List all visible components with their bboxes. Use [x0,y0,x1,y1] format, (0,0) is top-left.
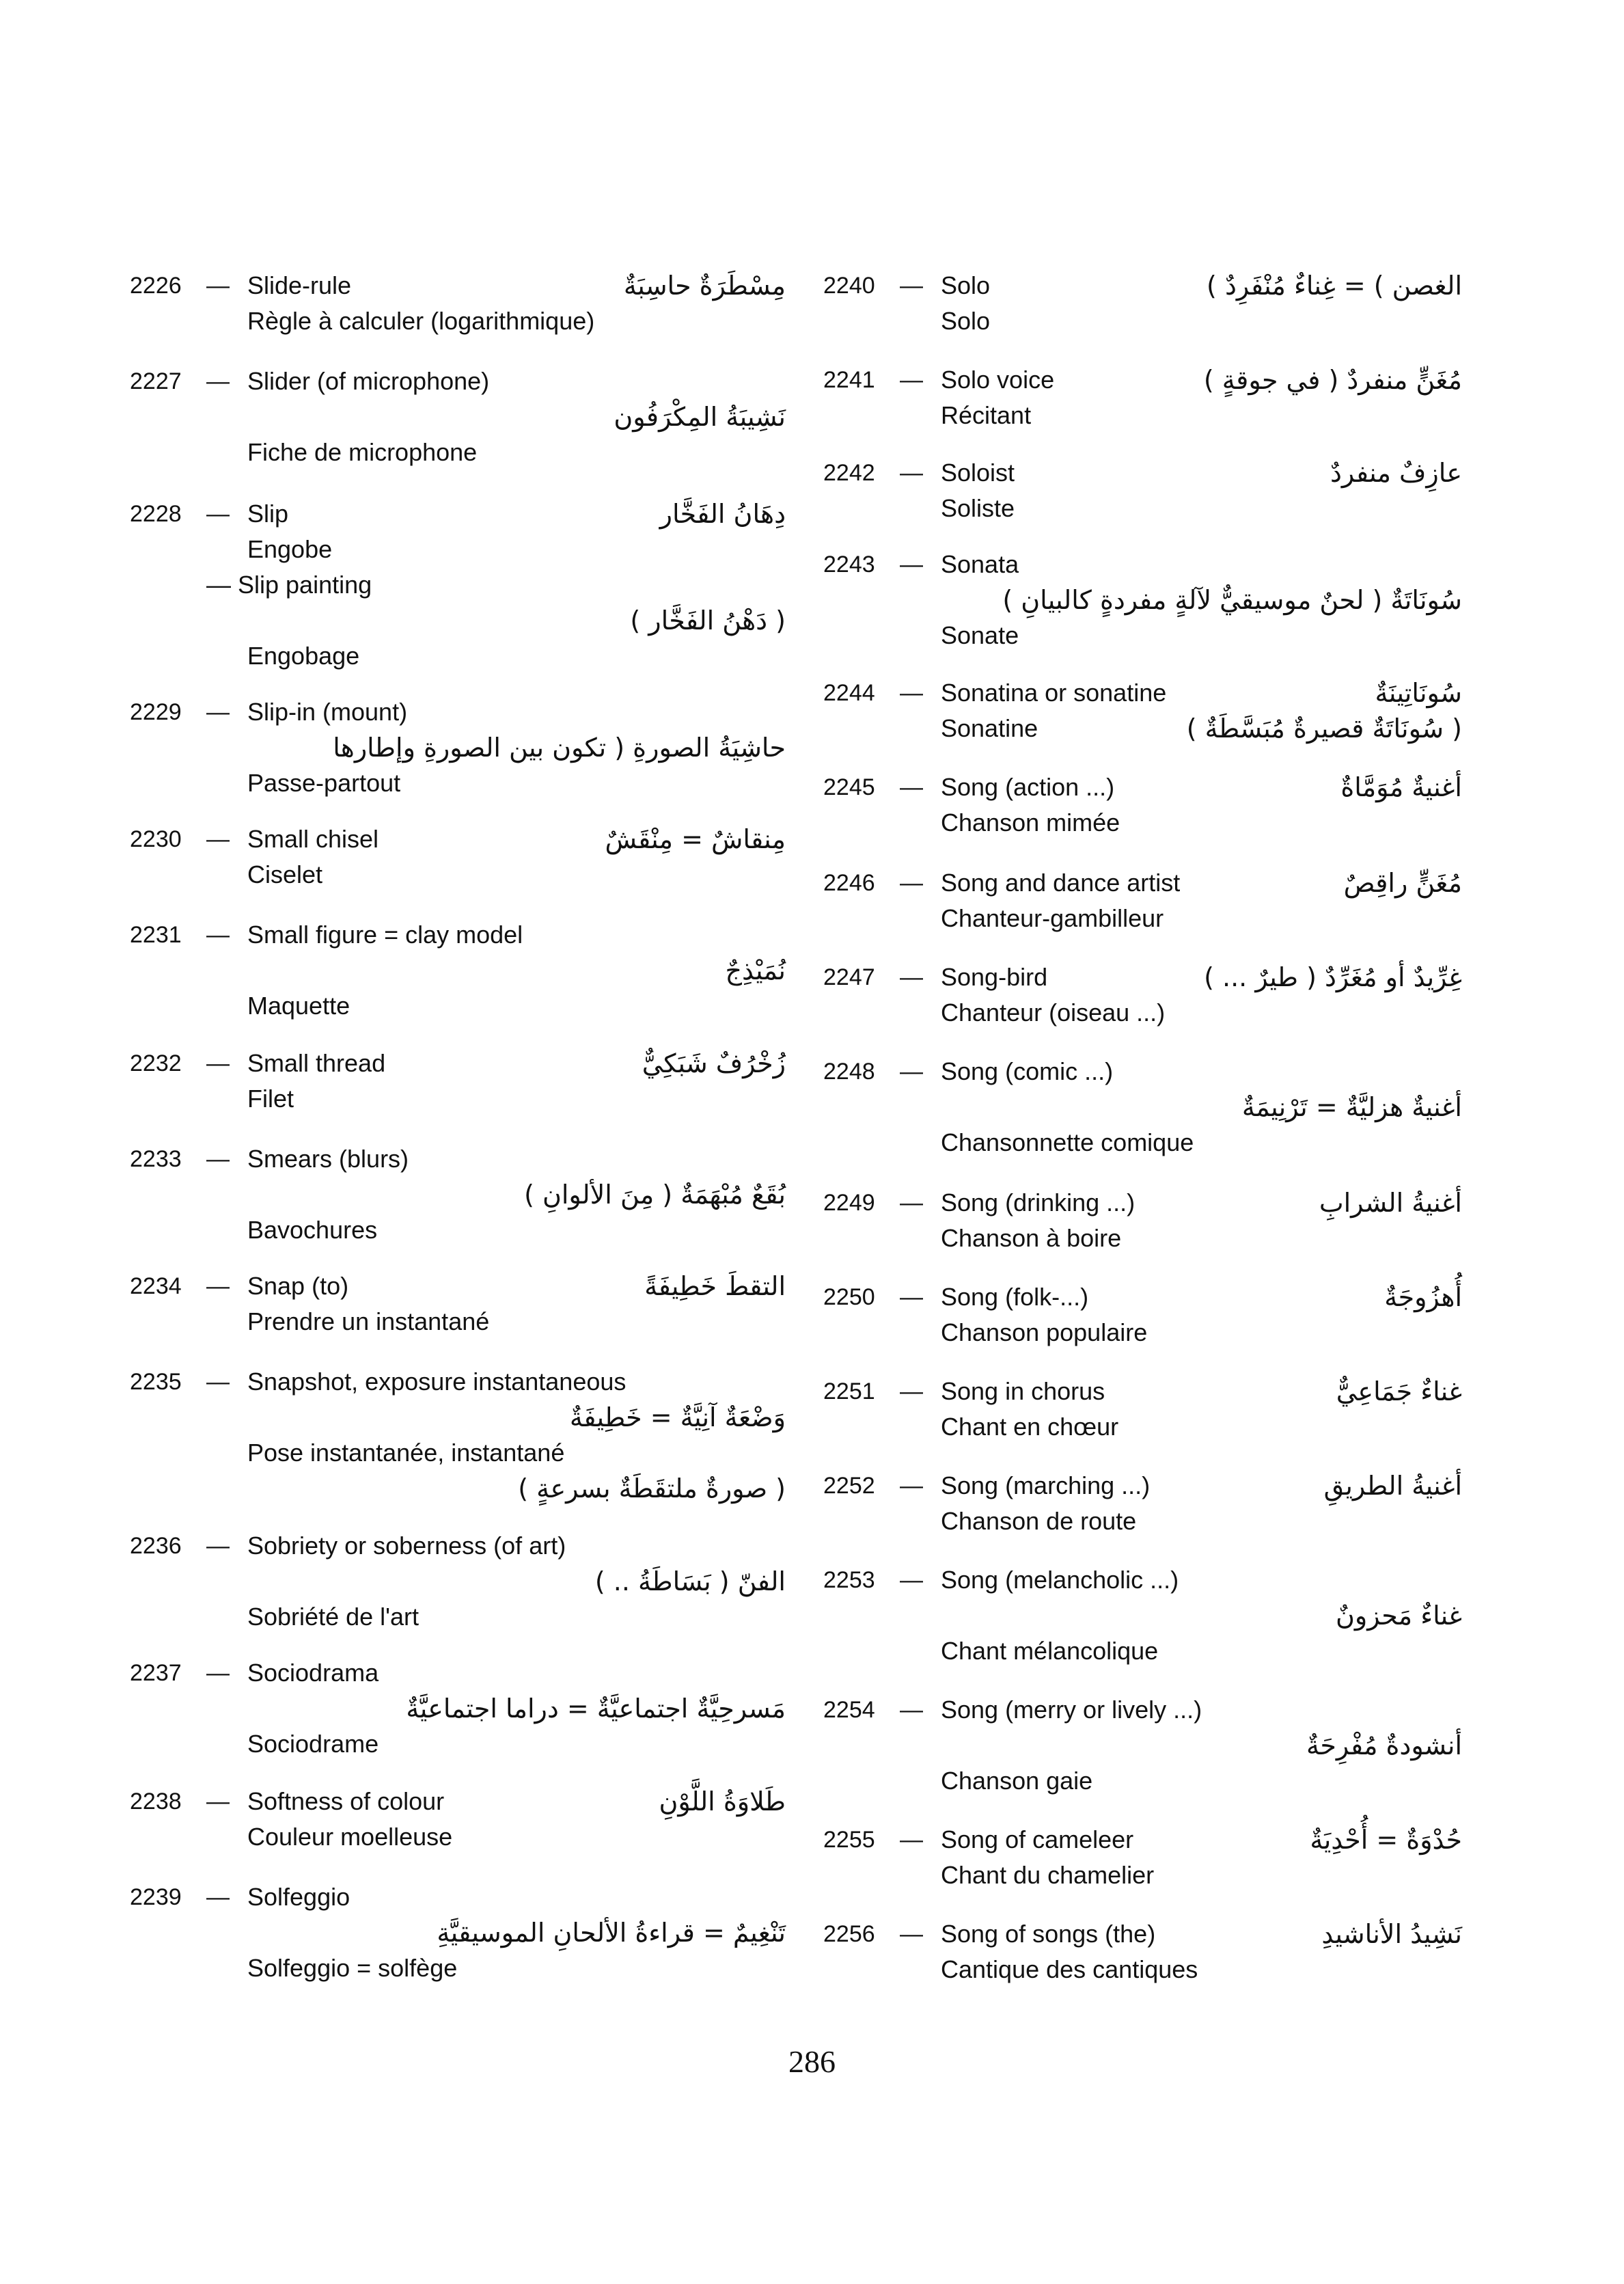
entry-dash: — [900,273,923,299]
entry-line [130,638,786,674]
english-term: Song of songs (the) [941,1920,1156,1948]
dictionary-entry [130,1784,786,1855]
entry-line [823,1633,1462,1669]
french-term: Solo [941,307,991,335]
dictionary-entry [130,496,786,674]
french-term: Chanson à boire [941,1224,1122,1252]
entry-number: 2243 [823,552,875,577]
english-term: Snapshot, exposure instantaneous [247,1368,627,1396]
right-column [823,268,1462,2012]
french-term: Pose instantanée, instantané [247,1439,565,1467]
french-term: Chant mélancolique [941,1637,1159,1665]
arabic-term: حُدْوَةٌ = أُحْدِيَةٌ [1310,1825,1462,1855]
english-term: Song (marching ...) [941,1471,1151,1499]
entry-number: 2251 [823,1378,875,1404]
entry-number: 2248 [823,1059,875,1085]
entry-dash: — [206,273,230,299]
arabic-term: عازِفٌ منفردٌ [1330,458,1462,488]
entry-line [130,1819,786,1855]
entry-line [823,960,1462,995]
french-term: Maquette [247,992,350,1020]
entry-dash: — [206,501,230,527]
dictionary-entry [130,821,786,893]
english-term: Song of cameleer [941,1825,1134,1853]
dictionary-entry [823,865,1462,936]
entry-line [823,1728,1462,1763]
entry-line [130,1400,786,1435]
entry-line [823,1822,1462,1858]
dictionary-entry [130,1364,786,1506]
entry-dash: — [900,774,923,800]
dictionary-entry [823,547,1462,653]
entry-line [130,496,786,532]
french-term: Chant du chamelier [941,1861,1155,1889]
arabic-term: أغنيةٌ مُوَمَّاةٌ [1340,772,1462,802]
entry-line [130,268,786,303]
english-term: Small thread [247,1049,386,1077]
entry-line [130,1177,786,1212]
entry-dash: — [900,552,923,577]
dictionary-entry [130,1655,786,1762]
entry-dash: — [206,699,230,725]
arabic-term: أغنيةُ الشرابِ [1319,1188,1462,1218]
entry-line [823,618,1462,653]
arabic-term: مَسرحِيَّةٌ اجتماعيَّةٌ = دراما اجتماعيَّةٌ [406,1694,786,1724]
english-term: Solo voice [941,366,1055,394]
english-term: Song in chorus [941,1377,1105,1405]
entry-line [823,1409,1462,1445]
entry-line [130,1364,786,1400]
french-term: Prendre un instantané [247,1307,490,1335]
entry-line [130,1879,786,1915]
entry-line [130,857,786,893]
entry-dash: — [206,826,230,852]
entry-number: 2247 [823,964,875,990]
arabic-term: حاشِيَةُ الصورةِ ( تكون بين الصورةِ وإطارها [333,733,786,763]
entry-line [823,675,1462,711]
french-term: Chansonnette comique [941,1128,1194,1156]
arabic-term: الغصن ) = غِناءٌ مُنْفَرِدٌ ) [1207,271,1462,301]
arabic-term: دِهَانُ الفَخَّار [659,499,786,529]
entry-line [130,1081,786,1117]
entry-number: 2238 [130,1789,182,1814]
english-subterm: — Slip painting [206,571,372,599]
dictionary-entry [130,1879,786,1986]
entry-line [823,995,1462,1031]
entry-line [823,303,1462,339]
english-term: Small figure = clay model [247,921,523,949]
entry-line [130,765,786,801]
entry-line [823,865,1462,901]
english-term: Solo [941,271,991,299]
french-term: Chanteur-gambilleur [941,904,1164,932]
english-term: Song (comic ...) [941,1057,1114,1085]
entry-line [823,582,1462,618]
arabic-term: نَشِيدُ الأناشيدِ [1321,1919,1462,1949]
english-term: Soloist [941,459,1015,487]
arabic-term: بُقَعٌ مُبْهَمَةٌ ( مِنَ الألوانِ ) [524,1180,786,1210]
dictionary-entry [130,1046,786,1117]
entry-number: 2242 [823,460,875,486]
entry-dash: — [900,460,923,486]
entry-number: 2252 [823,1473,875,1499]
entry-number: 2255 [823,1827,875,1853]
entry-number: 2240 [823,273,875,299]
entry-number: 2256 [823,1921,875,1947]
entry-line [823,491,1462,526]
arabic-term: طَلاوَةُ اللَّوْنِ [659,1786,786,1817]
french-term: Couleur moelleuse [247,1823,453,1851]
french-term: Chanson mimée [941,808,1120,837]
entry-line [130,1691,786,1726]
entry-line [823,362,1462,398]
entry-number: 2227 [130,368,182,394]
entry-dash: — [206,1533,230,1559]
dictionary-entry [823,1374,1462,1445]
entry-line [823,1054,1462,1089]
entry-line [130,1304,786,1340]
entry-line [130,694,786,730]
entry-line [823,1125,1462,1160]
entry-line [130,399,786,435]
french-term: Sociodrame [247,1730,379,1758]
french-term: Bavochures [247,1216,378,1244]
french-term: Chanson populaire [941,1318,1148,1346]
entry-line [130,603,786,638]
entry-line [823,1315,1462,1350]
entry-number: 2244 [823,680,875,706]
entry-line [130,1046,786,1081]
arabic-term: سُونَاتَةٌ ( لحنٌ موسيقيٌّ لآلةٍ مفردةٍ كالبيانِ ) [1002,585,1462,615]
arabic-term: ( سُونَاتَةٌ قصيرةٌ مُبَسَّطَةٌ ) [1186,713,1462,744]
entry-number: 2239 [130,1884,182,1910]
french-term: Filet [247,1085,294,1113]
entry-line [130,821,786,857]
dictionary-entry [823,1562,1462,1669]
entry-line [130,532,786,567]
arabic-term: مُغَنٍّ راقِصٌ [1343,868,1462,898]
entry-dash: — [206,1050,230,1076]
entry-line [823,1598,1462,1633]
entry-number: 2235 [130,1369,182,1395]
arabic-term: نُمَيْذِجٌ [725,955,786,985]
entry-line [130,435,786,470]
dictionary-entry [823,1468,1462,1539]
arabic-term: غناءٌ مَحزونٌ [1336,1601,1462,1631]
arabic-term: سُونَاتِينَةٌ [1375,678,1462,708]
entry-line [130,1212,786,1248]
dictionary-entry [130,1268,786,1340]
entry-line [130,730,786,765]
entry-dash: — [900,1059,923,1085]
french-term: Sobriété de l'art [247,1603,419,1631]
english-term: Sonatina or sonatine [941,679,1167,707]
french-term: Soliste [941,494,1015,522]
entry-number: 2246 [823,870,875,896]
arabic-term: غِرِّيدٌ أو مُغَرِّدٌ ( طيرٌ ... ) [1204,962,1462,992]
entry-line [823,770,1462,805]
entry-line [130,1784,786,1819]
entry-line [130,1599,786,1635]
english-term: Sonata [941,550,1019,578]
french-term: Chanson gaie [941,1767,1093,1795]
entry-line [130,1471,786,1506]
entry-dash: — [206,1369,230,1395]
entry-number: 2241 [823,367,875,393]
entry-number: 2253 [823,1567,875,1593]
entry-line [823,1858,1462,1893]
french-term: Règle à calculer (logarithmique) [247,307,595,335]
french-term: Chanteur (oiseau ...) [941,998,1166,1027]
entry-line [823,398,1462,433]
entry-dash: — [900,367,923,393]
entry-line [130,364,786,399]
dictionary-entry [823,1054,1462,1160]
entry-number: 2250 [823,1284,875,1310]
arabic-term: أغنيةٌ هزليَّةٌ = تَرْنِيمَةٌ [1241,1092,1462,1122]
entry-number: 2237 [130,1660,182,1686]
entry-line [823,1221,1462,1256]
arabic-term: ( دَهْنُ الفَخَّار ) [630,606,786,636]
entry-dash: — [900,1697,923,1723]
english-term: Sociodrama [247,1659,379,1687]
entry-line [130,1950,786,1986]
entry-line [130,917,786,953]
entry-dash: — [206,368,230,394]
french-term: Chant en chœur [941,1413,1119,1441]
dictionary-entry [823,1185,1462,1256]
entry-number: 2226 [130,273,182,299]
dictionary-entry [823,960,1462,1031]
dictionary-entry [130,694,786,801]
english-term: Small chisel [247,825,379,853]
entry-line [823,1562,1462,1598]
arabic-term: مِسْطَرَةٌ حاسِبَةٌ [623,271,786,301]
entry-number: 2234 [130,1273,182,1299]
arabic-term: مُغَنٍّ منفردٌ ( في جوقةٍ ) [1203,365,1462,395]
entry-dash: — [900,680,923,706]
arabic-term: أُهزُوجَةٌ [1384,1282,1462,1312]
entry-line [130,1564,786,1599]
entry-number: 2254 [823,1697,875,1723]
entry-dash: — [900,1473,923,1499]
entry-dash: — [206,1660,230,1686]
arabic-term: ( صورةٌ ملتقَطَةٌ بسرعةٍ ) [518,1473,786,1504]
dictionary-entry [823,1279,1462,1350]
page-number: 286 [788,2044,836,2079]
entry-dash: — [900,1827,923,1853]
english-term: Song and dance artist [941,869,1181,897]
french-term: Sonate [941,621,1019,649]
french-term: Solfeggio = solfège [247,1954,458,1982]
english-term: Song (melancholic ...) [941,1566,1179,1594]
french-term: Engobe [247,535,333,563]
entry-number: 2228 [130,501,182,527]
entry-dash: — [900,1378,923,1404]
dictionary-entry [130,917,786,1024]
entry-line [823,1916,1462,1952]
entry-line [823,1504,1462,1539]
english-term: Song (action ...) [941,773,1115,801]
arabic-term: تَنْغِيمٌ = قراءةُ الألحانِ الموسيقيَّةِ [437,1918,786,1948]
french-term: Fiche de microphone [247,438,478,466]
entry-dash: — [900,870,923,896]
entry-line [130,953,786,988]
entry-line [823,455,1462,491]
entry-line [823,1763,1462,1799]
french-term: Passe-partout [247,769,401,797]
entry-line [823,901,1462,936]
english-term: Softness of colour [247,1787,445,1815]
entry-line [130,1435,786,1471]
entry-line [823,1952,1462,1987]
dictionary-entry [130,1528,786,1635]
entry-line [823,1692,1462,1728]
dictionary-entry [823,268,1462,339]
english-term: Song-bird [941,963,1048,991]
french-term: Sonatine [941,714,1038,742]
english-term: Song (merry or lively ...) [941,1696,1202,1724]
entry-number: 2232 [130,1050,182,1076]
french-term: Cantique des cantiques [941,1955,1198,1983]
arabic-term: وَضْعَةٌ آنِيَّةٌ = خَطِيفَةٌ [569,1402,786,1432]
french-term: Ciselet [247,860,323,888]
arabic-term: زُخْرُفٌ شَبَكِيٌّ [642,1048,786,1078]
english-term: Slider (of microphone) [247,367,490,395]
arabic-term: أغنيةُ الطريقِ [1323,1471,1462,1501]
entry-line [130,1141,786,1177]
dictionary-entry [823,1916,1462,1987]
entry-line [823,711,1462,746]
entry-dash: — [900,1190,923,1216]
dictionary-entry [823,455,1462,526]
entry-line [130,988,786,1024]
french-term: Chanson de route [941,1507,1137,1535]
arabic-term: مِنقاشٌ = مِنْقَشٌ [605,824,786,854]
entry-line [823,805,1462,841]
entry-dash: — [206,1273,230,1299]
entry-dash: — [900,1921,923,1947]
dictionary-entry [130,1141,786,1248]
arabic-term: الفنّ ( بَسَاطَةُ .. ) [594,1566,786,1596]
entry-line [130,567,786,603]
english-term: Slip-in (mount) [247,698,408,726]
entry-line [823,547,1462,582]
entry-line [823,1279,1462,1315]
arabic-term: نَشِيبَةُ المِكْرَفُون [614,402,786,432]
dictionary-entry [823,362,1462,433]
english-term: Smears (blurs) [247,1145,409,1173]
arabic-term: التقطَ خَطِيفَةً [644,1271,786,1301]
entry-dash: — [206,1789,230,1814]
entry-number: 2236 [130,1533,182,1559]
french-term: Récitant [941,401,1032,429]
entry-dash: — [900,964,923,990]
french-term: Engobage [247,642,360,670]
dictionary-entry [823,770,1462,841]
arabic-term: غناءٌ جَمَاعِيٌّ [1336,1376,1462,1406]
entry-dash: — [900,1284,923,1310]
arabic-term: أنشودةٌ مُفْرِحَةٌ [1306,1730,1462,1760]
english-term: Slide-rule [247,271,352,299]
english-term: Solfeggio [247,1883,350,1911]
entry-line [823,1185,1462,1221]
entry-line [130,1528,786,1564]
dictionary-entry [130,268,786,339]
entry-line [823,268,1462,303]
entry-line [823,1468,1462,1504]
entry-line [130,303,786,339]
entry-number: 2233 [130,1146,182,1172]
english-term: Song (folk-...) [941,1283,1089,1311]
entry-number: 2231 [130,922,182,948]
entry-number: 2245 [823,774,875,800]
entry-number: 2230 [130,826,182,852]
entry-dash: — [900,1567,923,1593]
dictionary-entry [130,364,786,470]
entry-line [823,1374,1462,1409]
entry-dash: — [206,1146,230,1172]
entry-dash: — [206,1884,230,1910]
entry-number: 2249 [823,1190,875,1216]
left-column [130,268,786,2011]
english-term: Snap (to) [247,1272,349,1300]
entry-line [130,1655,786,1691]
dictionary-entry [823,675,1462,746]
entry-line [823,1089,1462,1125]
english-term: Song (drinking ...) [941,1188,1136,1216]
english-term: Slip [247,500,289,528]
entry-dash: — [206,922,230,948]
dictionary-entry [823,1692,1462,1799]
dictionary-entry [823,1822,1462,1893]
entry-line [130,1726,786,1762]
entry-number: 2229 [130,699,182,725]
entry-line [130,1915,786,1950]
english-term: Sobriety or soberness (of art) [247,1532,566,1560]
entry-line [130,1268,786,1304]
